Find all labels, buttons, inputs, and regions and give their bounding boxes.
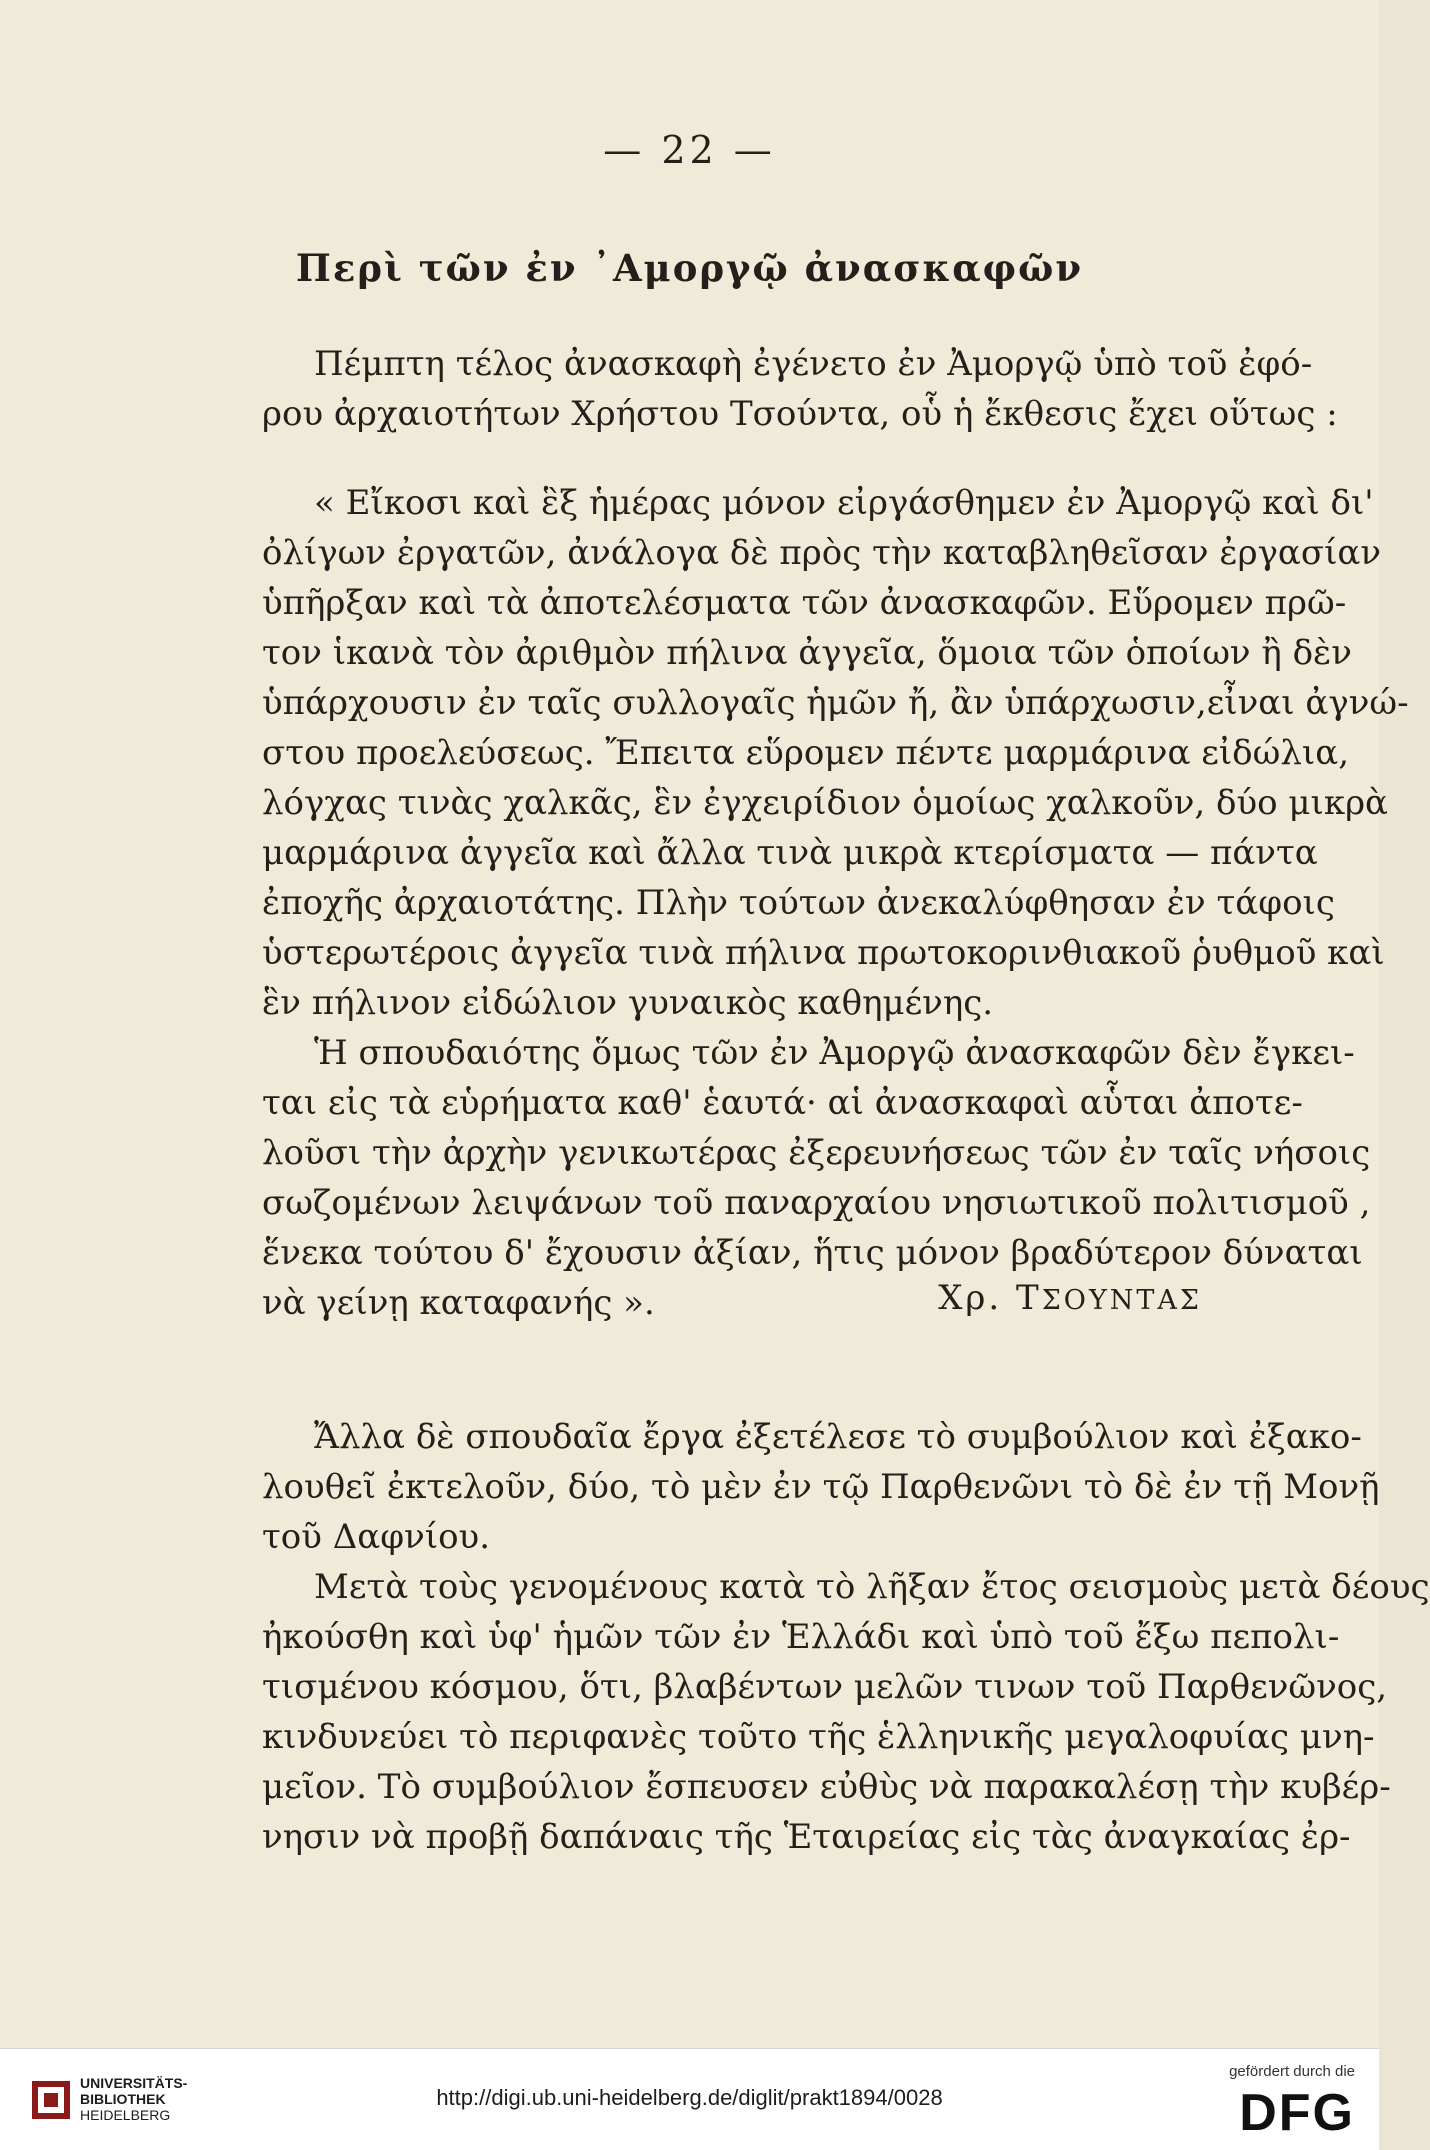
text-line: ἠκούσθη καὶ ὑφ' ἡμῶν τῶν ἐν Ἑλλάδι καὶ ὑπὸ τοῦ ἔξω πεπολι-: [262, 1617, 1340, 1657]
text-line: ἓν πήλινον εἰδώλιον γυναικὸς καθημένης.: [262, 983, 994, 1023]
text-line: νησιν νὰ προβῇ δαπάναις τῆς Ἑταιρείας εἰς τὰς ἀναγκαίας ἐρ-: [262, 1817, 1351, 1857]
funding-note: gefördert durch die: [1229, 2063, 1355, 2080]
text-line: ὀλίγων ἐργατῶν, ἀνάλογα δὲ πρὸς τὴν καταβληθεῖσαν ἐργασίαν: [262, 533, 1382, 573]
text-line: σωζομένων λειψάνων τοῦ παναρχαίου νησιωτικοῦ πολιτισμοῦ ,: [262, 1183, 1371, 1223]
closing-paragraphs: [262, 1412, 1430, 1862]
permalink-url[interactable]: http://digi.ub.uni-heidelberg.de/diglit/prakt1894/0028: [436, 2085, 943, 2110]
text-line: νὰ γείνῃ καταφανής ».: [262, 1283, 655, 1323]
text-line: « Εἴκοσι καὶ ἓξ ἡμέρας μόνον εἰργάσθημεν ἐν Ἀμοργῷ καὶ δι': [314, 483, 1374, 523]
library-name-line: UNIVERSITÄTS-: [80, 2075, 188, 2091]
text-line: λοῦσι τὴν ἀρχὴν γενικωτέρας ἐξερευνήσεως τῶν ἐν ταῖς νήσοις: [262, 1133, 1371, 1173]
signature-prefix: Χρ.: [938, 1278, 1003, 1318]
text-line: ὑπῆρξαν καὶ τὰ ἀποτελέσματα τῶν ἀνασκαφῶν. Εὕρομεν πρῶ-: [262, 583, 1347, 623]
text-line: Ἄλλα δὲ σπουδαῖα ἔργα ἐξετέλεσε τὸ συμβούλιον καὶ ἐξακο-: [314, 1417, 1362, 1457]
text-line: κινδυνεύει τὸ περιφανὲς τοῦτο τῆς ἑλληνικῆς μεγαλοφυίας μνη-: [262, 1717, 1375, 1757]
text-line: τοῦ Δαφνίου.: [262, 1517, 491, 1557]
text-line: ὑπάρχουσιν ἐν ταῖς συλλογαῖς ἡμῶν ἤ, ἂν ὑπάρχωσιν,εἶναι ἀγνώ-: [262, 683, 1409, 723]
text-line: λουθεῖ ἐκτελοῦν, δύο, τὸ μὲν ἐν τῷ Παρθενῶνι τὸ δὲ ἐν τῇ Μονῇ: [262, 1467, 1380, 1507]
text-line: Μετὰ τοὺς γενομένους κατὰ τὸ λῆξαν ἔτος σεισμοὺς μετὰ δέους: [314, 1567, 1430, 1607]
intro-paragraph: [262, 339, 1338, 439]
text-line: ρου ἀρχαιοτήτων Χρήστου Τσούντα, οὗ ἡ ἔκθεσις ἔχει οὕτως :: [262, 394, 1338, 434]
viewer-footer: [0, 2048, 1379, 2150]
text-line: μαρμάρινα ἀγγεῖα καὶ ἄλλα τινὰ μικρὰ κτερίσματα — πάντα: [262, 833, 1318, 873]
signature-surname: ΣΟΥΝΤΑΣ: [1041, 1285, 1202, 1316]
text-line: μεῖον. Τὸ συμβούλιον ἔσπευσεν εὐθὺς νὰ παρακαλέσῃ τὴν κυβέρ-: [262, 1767, 1391, 1807]
text-line: ὑστερωτέροις ἀγγεῖα τινὰ πήλινα πρωτοκορινθιακοῦ ῥυθμοῦ καὶ: [262, 933, 1385, 973]
text-line: ἕνεκα τούτου δ' ἔχουσιν ἀξίαν, ἥτις μόνον βραδύτερον δύναται: [262, 1233, 1363, 1273]
signature-initial: Τ: [1016, 1278, 1042, 1318]
report-quote: [262, 478, 1409, 1328]
library-name-line: BIBLIOTHEK: [80, 2091, 166, 2107]
text-line: στου προελεύσεως. Ἔπειτα εὕρομεν πέντε μαρμάρινα εἰδώλια,: [262, 733, 1350, 773]
text-line: ται εἰς τὰ εὑρήματα καθ' ἑαυτά· αἱ ἀνασκαφαὶ αὗται ἀποτε-: [262, 1083, 1303, 1123]
text-line: λόγχας τινὰς χαλκᾶς, ἓν ἐγχειρίδιον ὁμοίως χαλκοῦν, δύο μικρὰ: [262, 783, 1389, 823]
text-line: τον ἱκανὰ τὸν ἀριθμὸν πήλινα ἀγγεῖα, ὅμοια τῶν ὁποίων ἢ δὲν: [262, 633, 1352, 673]
signature: [838, 1278, 1202, 1318]
text-line: ἐποχῆς ἀρχαιοτάτης. Πλὴν τούτων ἀνεκαλύφθησαν ἐν τάφοις: [262, 883, 1335, 923]
library-name-line: HEIDELBERG: [80, 2107, 171, 2123]
page-number: — 22 —: [603, 128, 776, 172]
text-line: Πέμπτη τέλος ἀνασκαφὴ ἐγένετο ἐν Ἀμοργῷ ὑπὸ τοῦ ἐφό-: [314, 344, 1313, 384]
dfg-logo: DFG: [1239, 2084, 1355, 2142]
text-line: Ἡ σπουδαιότης ὅμως τῶν ἐν Ἀμοργῷ ἀνασκαφῶν δὲν ἔγκει-: [314, 1033, 1355, 1073]
text-line: τισμένου κόσμου, ὅτι, βλαβέντων μελῶν τινων τοῦ Παρθενῶνος,: [262, 1667, 1388, 1707]
section-title: Περὶ τῶν ἐν ᾿Αμοργῷ ἀνασκαφῶν: [295, 246, 1084, 290]
